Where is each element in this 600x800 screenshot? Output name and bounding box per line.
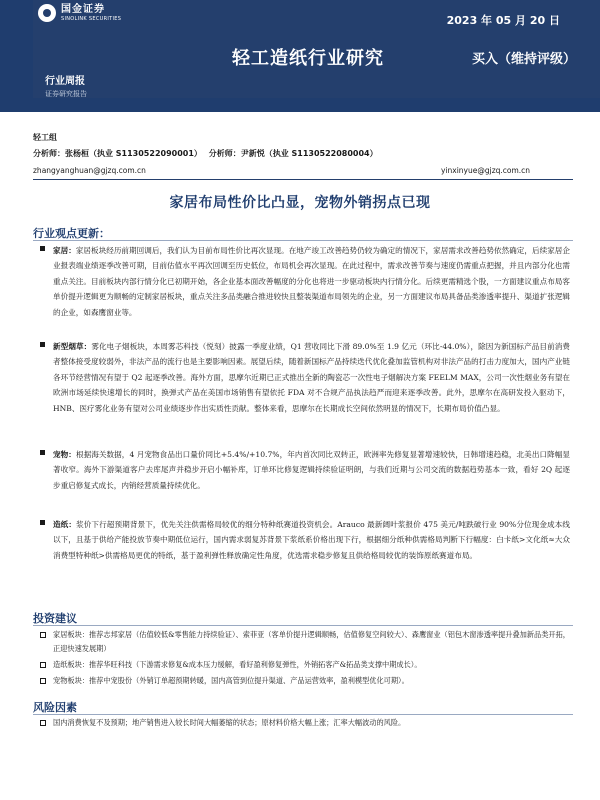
report-subtype: 证券研究报告 [45,90,87,98]
section-risk-title: 风险因素 [33,701,77,714]
advice-item [40,674,570,688]
analyst-2-email[interactable]: yinxinyue@gjzq.com.cn [441,166,531,175]
brand-logo [38,4,121,22]
risk-text: 国内消费恢复不及预期；地产销售进入较长时间大幅萎缩的状态；原材料价格大幅上涨；汇率大幅波动的风险。 [53,718,406,727]
team-name: 轻工组 [33,133,57,142]
view-label: 家居： [53,246,76,255]
view-text: 家居板块经历前期回调后，我们认为目前布局性价比再次显现。在地产竣工改善趋势仍较为确定的情况下，家居需求改善趋势依然确定，后续家居企业报表端业绩逐季改善可期，目前估值水平再次回调至历史低位，布局机会再次显现。在此过程中，需求改善节奏与速度仍需重点把握，并且内部分化也需重点关注。目前板块内部行情分化已初期开始，各企业基本面改善幅度的分化也将进一步驱动板块内行情分化。后续更需精选个股，一方面建议重点布局客单价提升逻辑更为顺畅的定制家居板块，重点关注多品类融合推进较快且整装渠道布局领先的企业，另一方面建议布局具备品类渗透率提升、渠道扩张逻辑的企业，如森鹰窗业等。 [53,246,570,317]
view-item-paper [40,517,570,563]
view-label: 宠物： [53,450,76,459]
view-label: 新型烟草： [53,342,92,351]
analyst-2: 分析师：尹新悦（执业 S1130522080004） [208,149,378,158]
report-type: 行业周报 [45,76,85,87]
view-text: 根据海关数据，4 月宠物食品出口量价同比+5.4%/+10.7%，年内首次同比双转正，欧洲率先修复显著增速较快，日韩增速趋稳，北美出口降幅显著收窄。海外下游渠道客户去库尾声并稳步开启小幅补库，订单环比修复逻辑持续验证明朗，与我们近期与公司交流的数据趋势基本一致，看好 2Q 起逐步重启修复式成长，内销经营质量持续优化。 [53,450,570,490]
advice-text: 家居板块：推荐志邦家居（估值较低&零售能力持续验证）、索菲亚（客单价提升逻辑顺畅，估值修复空间较大）、森鹰窗业（铝包木窗渗透率提升叠加新品类开拓，正迎快速发展期） [53,630,570,653]
view-item-pet [40,447,570,493]
view-text: 雾化电子烟板块，本周雾芯科技（悦刻）披露一季度业绩，Q1 营收同比下滑 89.0%至 1.9 亿元（环比-44.0%），除因为新国标产品目前消费者整体接受度较弱外，非法产品的流行也是主要影响因素。展望后续，随着新国标产品持续迭代优化叠加监管机构对非法产品的打击力度加大，国内产业链各环节经营情况有望于 Q2 起逐季改善。海外方面，思摩尔近期已正式推出全新的陶瓷芯一次性电子烟解决方案 FEELM MAX，公司一次性烟业务有望在欧洲市场延续快速增长的同时，换弹式产品在美国市场销售有望依托 FDA 对不合规产品执法趋严而迎来逐季改善。此外，思摩尔在高研发投入驱动下，HNB、医疗雾化业务有望对公司业绩逐步作出实质性贡献。整体来看，思摩尔在长期成长空间依然明显的情况下，长期布局价值凸显。 [53,342,571,413]
report-date: 2023 年 05 月 20 日 [446,14,560,27]
rating-badge: 买入（维持评级） [472,52,577,67]
logo-name-cn: 国金证券 [61,3,105,15]
bullet-hollow-square-icon [40,632,46,638]
section-views-title: 行业观点更新： [33,227,110,240]
bullet-square-icon [40,246,45,251]
logo-icon [38,4,56,22]
section-advice-divider [33,625,573,626]
advice-item [40,658,570,672]
logo-name-en: SINOLINK SECURITIES [61,15,122,22]
bullet-hollow-square-icon [40,678,46,684]
view-item-home [40,243,570,320]
email-row [33,166,563,175]
bullet-square-icon [40,342,45,347]
analyst-1: 分析师：张杨桓（执业 S1130522090001） [33,149,202,158]
analyst-row [33,148,563,159]
section-views-divider [33,240,573,241]
bullet-hollow-square-icon [40,662,46,668]
bullet-square-icon [40,520,45,525]
report-title: 轻工造纸行业研究 [232,48,384,69]
view-text: 浆价下行超预期背景下，优先关注供需格局较优的细分特种纸赛道投资机会。Arauco 最新阔叶浆报价 475 美元/吨跌破行业 90%分位现金成本线以下，且基于供给产能投放节奏中期低位运行，国内需求弱复苏背景下浆纸系价格出现下行，根据细分纸种供需格局判断下行幅度：白卡纸>文化纸≈大众消费型特种纸>供需格局更优的特纸，基于盈利弹性释放确定性角度，优选需求稳步修复且供给格局较优的装饰原纸赛道布局。 [53,520,571,560]
view-item-tobacco [40,339,570,416]
section-risk-divider [33,714,573,715]
advice-text: 造纸板块：推荐华旺科技（下游需求修复&成本压力缓解，看好盈利修复弹性，外销拓客产&拓品类支撑中期成长）。 [53,660,422,669]
section-advice-title: 投资建议 [33,612,77,625]
risk-item [40,716,570,730]
report-header [0,0,600,112]
view-label: 造纸： [53,520,77,529]
advice-text: 宠物板块：推荐中宠股份（外销订单超预期转暖，国内高管到位提升渠道、产品运营效率，盈利模型优化可期）。 [53,676,409,685]
bullet-square-icon [40,450,45,455]
report-headline: 家居布局性价比凸显，宠物外销拐点已现 [169,195,431,211]
advice-item [40,628,570,656]
analyst-1-email[interactable]: zhangyanghuan@gjzq.com.cn [33,166,146,175]
header-divider [33,179,573,180]
bullet-hollow-square-icon [40,720,46,726]
